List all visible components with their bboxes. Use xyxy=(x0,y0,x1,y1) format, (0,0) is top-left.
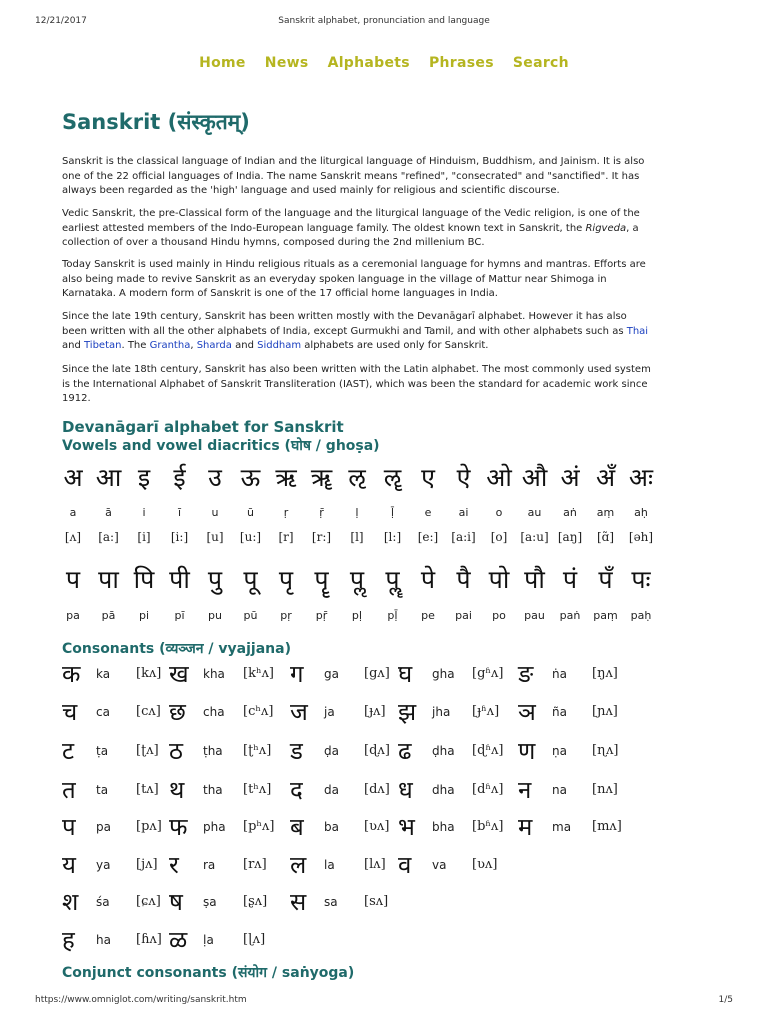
diacritic-roman: pī xyxy=(174,609,185,622)
consonant-letter: स xyxy=(290,888,307,916)
vowel-letter: अः xyxy=(628,463,654,492)
diacritic-letter: पृ xyxy=(278,565,294,594)
diacritic-roman: pi xyxy=(138,609,150,622)
consonant-ipa: [cʰʌ] xyxy=(243,704,274,719)
consonant-ipa: [rʌ] xyxy=(243,857,267,872)
diacritic-letter: पः xyxy=(631,565,651,594)
vowel-roman: aṃ xyxy=(596,506,615,519)
diacritic-letter: पौ xyxy=(524,565,545,594)
section-title: Devanāgarī alphabet for Sanskrit xyxy=(62,418,344,436)
consonant-ipa: [ŋʌ] xyxy=(592,666,618,681)
consonant-letter: न xyxy=(518,776,532,804)
vowel-roman: ḹ xyxy=(390,506,395,519)
vowel-letter: ॠ xyxy=(310,463,333,492)
consonant-ipa: [pʰʌ] xyxy=(243,819,275,834)
consonant-letter: ल xyxy=(290,851,307,879)
consonant-roman: ta xyxy=(96,783,109,797)
intro-paragraph: Sanskrit is the classical language of Indian and the liturgical language of Hinduism, Buddhism, and Jainism. It is also one of the 22 official languages of India. The name Sanskrit means "refined", "consecrated" and "sanctified". It has always been regarded as the 'high' language and used mainly for religious and scientific discourse. xyxy=(62,156,645,196)
consonant-letter: ब xyxy=(290,813,304,841)
consonant-row xyxy=(62,698,682,728)
consonant-entry xyxy=(518,776,668,806)
siddham-link[interactable]: Siddham xyxy=(257,340,302,351)
print-url: https://www.omniglot.com/writing/sanskrit.htm xyxy=(35,995,247,1005)
consonant-ipa: [nʌ] xyxy=(592,782,618,797)
consonant-letter: ध xyxy=(398,776,413,804)
diacritic-letter: पू xyxy=(243,565,258,594)
consonant-roman: ṅa xyxy=(552,667,567,681)
vowel-roman: a xyxy=(69,506,77,519)
diacritic-roman: pṛ xyxy=(280,609,292,622)
diacritic-letter: पी xyxy=(169,565,190,594)
consonant-roman: ña xyxy=(552,705,567,719)
consonant-letter: ञ xyxy=(518,698,536,726)
consonants-heading: Consonants (व्यञ्जन / vyajjana) xyxy=(62,641,291,657)
page-title: Sanskrit (संस्कृतम्) xyxy=(62,110,250,134)
consonant-ipa: [sʌ] xyxy=(364,894,389,909)
consonant-letter: ह xyxy=(62,926,75,954)
consonant-letter: त xyxy=(62,776,76,804)
top-nav xyxy=(0,52,768,71)
vowel-letter: अं xyxy=(560,463,580,492)
diacritic-letter: पो xyxy=(488,565,510,594)
consonant-letter: ट xyxy=(62,737,75,765)
vowel-ipa: [o] xyxy=(490,530,508,544)
vowel-ipa: [e:] xyxy=(417,530,439,544)
consonant-roman: pa xyxy=(96,820,111,834)
consonant-row xyxy=(62,888,682,918)
vowel-roman: aḥ xyxy=(634,506,648,519)
today-paragraph: Today Sanskrit is used mainly in Hindu religious rituals as a ceremonial language for hymns and mantras. Efforts are also being made to revive Sanskrit as an everyday spoken language in the village of Mattur near Shimoga in Karnataka. A modern form of Sanskrit is one of the 17 official home languages in India. xyxy=(62,259,646,299)
vowel-letter: ॡ xyxy=(383,463,402,492)
consonant-roman: kha xyxy=(203,667,225,681)
consonant-ipa: [dʱʌ] xyxy=(472,782,504,797)
vowel-letter: ई xyxy=(173,463,186,492)
consonant-letter: ळ xyxy=(169,926,188,954)
consonant-letter: ष xyxy=(169,888,183,916)
consonant-ipa: [dʌ] xyxy=(364,782,390,797)
diacritic-letter: पँ xyxy=(598,565,613,594)
consonant-roman: jha xyxy=(432,705,451,719)
consonant-ipa: [ʂʌ] xyxy=(243,894,268,909)
consonant-roman: ra xyxy=(203,858,216,872)
consonant-letter: भ xyxy=(398,813,415,841)
nav-home-link[interactable]: Home xyxy=(199,55,246,71)
consonant-entry xyxy=(398,851,548,881)
diacritic-roman: pū xyxy=(243,609,258,622)
vowel-roman: ū xyxy=(247,506,254,519)
consonant-roman: ga xyxy=(324,667,339,681)
consonant-ipa: [ɖʱʌ] xyxy=(472,743,504,758)
consonant-row xyxy=(62,851,682,881)
consonant-letter: घ xyxy=(398,660,413,688)
consonant-letter: छ xyxy=(169,698,186,726)
consonant-roman: ḍa xyxy=(324,744,339,758)
vowel-letter: ऊ xyxy=(240,463,261,492)
consonant-roman: ka xyxy=(96,667,111,681)
consonant-ipa: [cʌ] xyxy=(136,704,161,719)
consonant-ipa: [ʈʰʌ] xyxy=(243,743,272,758)
vowel-roman: au xyxy=(527,506,542,519)
consonant-entry xyxy=(169,926,319,956)
consonant-letter: व xyxy=(398,851,412,879)
consonant-roman: tha xyxy=(203,783,223,797)
vowels-heading: Vowels and vowel diacritics (घोष / ghoṣa) xyxy=(62,438,380,454)
diacritic-roman: pu xyxy=(208,609,222,622)
consonant-letter: श xyxy=(62,888,79,916)
rigveda-title: Rigveda xyxy=(585,222,627,234)
consonant-letter: म xyxy=(518,813,533,841)
vowel-ipa: [ɑ̃] xyxy=(596,530,615,544)
diacritic-roman: pau xyxy=(524,609,545,622)
diacritic-roman: pā xyxy=(101,609,116,622)
diacritic-roman: pe xyxy=(421,609,435,622)
consonant-letter: झ xyxy=(398,698,417,726)
vowel-roman: e xyxy=(424,506,432,519)
nav-alphabets-link[interactable]: Alphabets xyxy=(327,55,410,71)
vowel-letter: इ xyxy=(137,463,151,492)
consonant-ipa: [ʋʌ] xyxy=(364,819,390,834)
vowel-roman: i xyxy=(142,506,146,519)
vowel-letter: औ xyxy=(521,463,548,492)
consonant-ipa: [gʱʌ] xyxy=(472,666,504,681)
consonant-ipa: [ʋʌ] xyxy=(472,857,498,872)
consonant-ipa: [ɟʌ] xyxy=(364,704,386,719)
vowel-letter: ए xyxy=(421,463,435,492)
vowel-roman: ṛ xyxy=(283,506,289,519)
consonant-ipa: [jʌ] xyxy=(136,857,158,872)
consonant-entry xyxy=(518,813,668,843)
vowel-roman: ṝ xyxy=(319,506,324,519)
vowel-roman: u xyxy=(211,506,219,519)
consonant-roman: ma xyxy=(552,820,572,834)
consonant-letter: ढ xyxy=(398,737,412,765)
vowel-letter: ओ xyxy=(486,463,512,492)
consonant-roman: gha xyxy=(432,667,455,681)
diacritic-letter: पा xyxy=(98,565,119,594)
consonant-ipa: [ɳʌ] xyxy=(592,743,619,758)
nav-phrases-link[interactable]: Phrases xyxy=(428,55,494,71)
consonant-letter: य xyxy=(62,851,76,879)
thai-link[interactable]: Thai xyxy=(626,325,649,337)
consonant-ipa: [tʰʌ] xyxy=(243,782,272,797)
vowel-letter: आ xyxy=(95,463,122,492)
vowel-letter: अ xyxy=(63,463,83,492)
consonant-ipa: [ʈʌ] xyxy=(136,743,159,758)
diacritic-letter: पु xyxy=(207,565,223,594)
vowel-ipa: [u] xyxy=(206,530,224,544)
consonant-letter: ग xyxy=(290,660,304,688)
consonant-roman: ṭha xyxy=(203,744,223,758)
vowel-roman: ai xyxy=(458,506,469,519)
consonant-row xyxy=(62,660,682,690)
consonant-ipa: [ɭʌ] xyxy=(243,932,266,947)
consonant-roman: dha xyxy=(432,783,455,797)
vowel-ipa: [ʌ] xyxy=(64,530,82,544)
vowel-diacritic-row xyxy=(55,562,665,602)
diacritic-letter: पॣ xyxy=(385,565,400,594)
diacritic-letter: पॢ xyxy=(349,565,365,594)
vowel-letter: उ xyxy=(208,463,222,492)
diacritic-letter: प xyxy=(65,565,81,594)
consonant-letter: च xyxy=(62,698,78,726)
consonant-roman: ba xyxy=(324,820,339,834)
consonant-letter: ङ xyxy=(518,660,534,688)
consonant-letter: ण xyxy=(518,737,536,765)
diacritic-roman: paḥ xyxy=(630,609,652,622)
vowel-ipa: [u:] xyxy=(239,530,262,544)
consonant-roman: ja xyxy=(324,705,335,719)
vowel-ipa: [r:] xyxy=(311,530,332,544)
diacritic-roman: pa xyxy=(66,609,80,622)
diacritic-letter: पै xyxy=(456,565,471,594)
consonant-roman: ḍha xyxy=(432,744,455,758)
consonant-roman: cha xyxy=(203,705,225,719)
print-page-number: 1/5 xyxy=(718,995,733,1005)
vowel-roman: ā xyxy=(105,506,112,519)
vowel-ipa: [aŋ] xyxy=(557,530,583,544)
consonant-roman: sa xyxy=(324,895,338,909)
vowel-ipa: [a:u] xyxy=(520,530,549,544)
nav-search-link[interactable]: Search xyxy=(512,55,569,71)
consonant-roman: ṇa xyxy=(552,744,567,758)
diacritic-letter: पे xyxy=(420,565,436,594)
consonant-letter: ख xyxy=(169,660,189,688)
vowel-letters-row xyxy=(55,460,665,500)
consonant-letter: र xyxy=(169,851,179,879)
consonant-ipa: [gʌ] xyxy=(364,666,390,681)
vedic-paragraph: Vedic Sanskrit, the pre-Classical form of the language and the liturgical language of the Vedic religion, is one of the earliest attested members of the Indo-European language family. The oldest known text in Sanskrit, the Rigveda, a collection of over a thousand Hindu hymns, composed during the 2nd millenium BC. xyxy=(62,208,640,248)
nav-news-link[interactable]: News xyxy=(264,55,309,71)
consonant-ipa: [mʌ] xyxy=(592,819,622,834)
consonant-letter: द xyxy=(290,776,303,804)
consonant-roman: ha xyxy=(96,933,111,947)
diacritic-roman: pḹ xyxy=(387,609,398,622)
consonant-letter: फ xyxy=(169,813,188,841)
consonant-roman: śa xyxy=(96,895,110,909)
diacritic-roman: pṝ xyxy=(315,609,328,622)
consonant-letter: प xyxy=(62,813,76,841)
diacritic-roman: pai xyxy=(455,609,472,622)
vowel-roman: aṅ xyxy=(563,506,577,519)
sharda-link[interactable]: Sharda xyxy=(196,340,232,351)
consonant-ipa: [lʌ] xyxy=(364,857,386,872)
scripts-paragraph: Since the late 19th century, Sanskrit has been written mostly with the Devanāgarī alphabet. However it has also been written with all the other alphabets of India, except Gurmukhi and Tamil, and with other alphabets such as Thai and Tibetan. The Grantha, Sharda and Siddham alphabets are used only for Sanskrit. xyxy=(62,311,649,351)
vowel-ipa: [a:i] xyxy=(451,530,476,544)
conjuncts-heading: Conjunct consonants (संयोग / saṅyoga) xyxy=(62,965,355,981)
consonant-row xyxy=(62,737,682,767)
vowel-ipa: [a:] xyxy=(98,530,119,544)
diacritic-roman: paṃ xyxy=(593,609,618,622)
vowel-letter: ऋ xyxy=(275,463,297,492)
vowel-letter: ऐ xyxy=(456,463,471,492)
consonant-row xyxy=(62,813,682,843)
consonant-row xyxy=(62,926,682,956)
diacritic-letter: पि xyxy=(133,565,155,594)
vowel-ipa: [l:] xyxy=(383,530,402,544)
consonant-row xyxy=(62,776,682,806)
consonant-entry xyxy=(518,698,668,728)
print-title: Sanskrit alphabet, pronunciation and language xyxy=(278,16,490,26)
diacritic-letter: पॄ xyxy=(314,565,329,594)
consonant-roman: pha xyxy=(203,820,226,834)
diacritic-roman: po xyxy=(492,609,506,622)
consonant-roman: ya xyxy=(96,858,111,872)
consonant-ipa: [kʰʌ] xyxy=(243,666,274,681)
vowel-letter: ऌ xyxy=(348,463,366,492)
consonant-ipa: [tʌ] xyxy=(136,782,159,797)
consonant-roman: ṣa xyxy=(203,895,217,909)
diacritic-roman: paṅ xyxy=(559,609,581,622)
consonant-letter: थ xyxy=(169,776,185,804)
diacritic-letter: पं xyxy=(562,565,578,594)
consonant-letter: ड xyxy=(290,737,303,765)
vowel-roman: ḷ xyxy=(355,506,359,519)
print-date: 12/21/2017 xyxy=(35,16,87,26)
consonant-roman: ṭa xyxy=(96,744,109,758)
consonant-letter: ज xyxy=(290,698,308,726)
diacritic-roman: pḷ xyxy=(351,609,363,622)
consonant-ipa: [kʌ] xyxy=(136,666,162,681)
vowel-ipa: [r] xyxy=(278,530,294,544)
consonant-ipa: [ɕʌ] xyxy=(136,894,161,909)
vowel-roman: o xyxy=(495,506,503,519)
vowel-ipa: [i:] xyxy=(170,530,189,544)
vowel-ipa: [l] xyxy=(350,530,364,544)
vowel-roman: ī xyxy=(177,506,182,519)
consonant-roman: na xyxy=(552,783,567,797)
consonant-ipa: [ɖʌ] xyxy=(364,743,390,758)
consonant-ipa: [ɟʱʌ] xyxy=(472,704,500,719)
consonant-ipa: [ɦʌ] xyxy=(136,932,162,947)
consonant-entry xyxy=(290,888,440,918)
consonant-ipa: [pʌ] xyxy=(136,819,162,834)
consonant-roman: va xyxy=(432,858,447,872)
consonant-roman: la xyxy=(324,858,335,872)
tibetan-link[interactable]: Tibetan xyxy=(84,340,122,351)
consonant-roman: bha xyxy=(432,820,455,834)
vowel-ipa: [əh] xyxy=(628,530,654,544)
grantha-link[interactable]: Grantha xyxy=(149,340,191,351)
consonant-entry xyxy=(518,737,668,767)
consonant-roman: ḷa xyxy=(203,933,214,947)
latin-paragraph: Since the late 18th century, Sanskrit has also been written with the Latin alphabet. The most commonly used system is the International Alphabet of Sanskrit Transliteration (IAST), which was been the standard for academic work since 1912. xyxy=(62,364,651,404)
vowel-ipa: [i] xyxy=(137,530,151,544)
consonant-roman: ca xyxy=(96,705,110,719)
consonant-roman: da xyxy=(324,783,339,797)
consonant-ipa: [ɲʌ] xyxy=(592,704,618,719)
consonant-letter: ठ xyxy=(169,737,183,765)
consonant-letter: क xyxy=(62,660,81,688)
vowel-letter: अँ xyxy=(595,463,616,492)
consonant-entry xyxy=(518,660,668,690)
consonant-ipa: [bʱʌ] xyxy=(472,819,504,834)
